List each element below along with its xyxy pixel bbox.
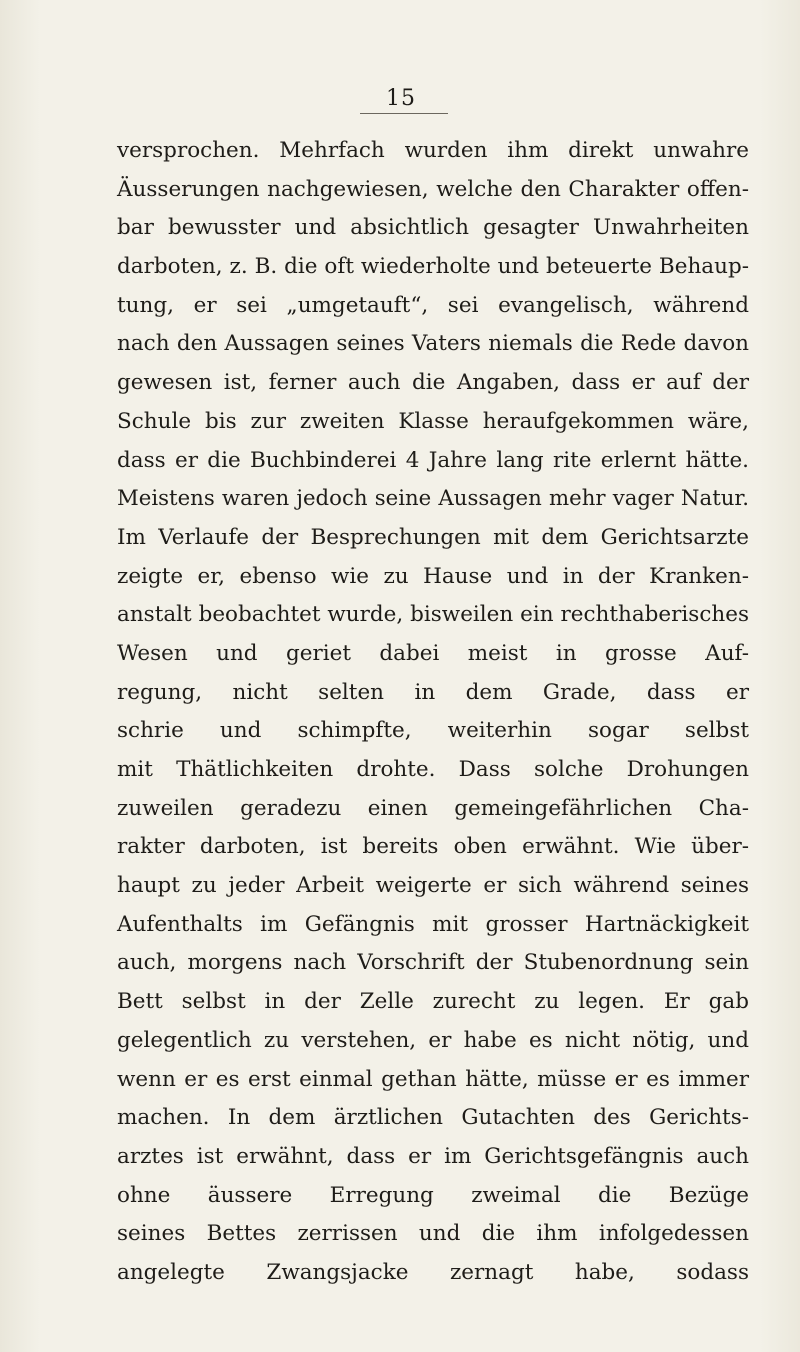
text-line: rakter darboten, ist bereits oben erwähnt. Wie über- (117, 834, 749, 860)
text-line: zeigte er, ebenso wie zu Hause und in der Kranken- (117, 563, 749, 589)
text-line: Bett selbst in der Zelle zurecht zu legen. Er gab (117, 989, 749, 1015)
page-number: 15 (386, 86, 416, 111)
text-line: tung, er sei „umgetauft“, sei evangelisch, während (117, 292, 749, 318)
text-line: arztes ist erwähnt, dass er im Gerichtsgefängnis auch (117, 1143, 749, 1169)
text-line: auch, morgens nach Vorschrift der Stubenordnung sein (117, 950, 749, 976)
text-line: Wesen und geriet dabei meist in grosse Auf- (117, 640, 749, 666)
text-line: Im Verlaufe der Besprechungen mit dem Gerichtsarzte (117, 524, 749, 550)
text-line: ohne äussere Erregung zweimal die Bezüge (117, 1182, 749, 1208)
text-line: Äusserungen nachgewiesen, welche den Charakter offen- (117, 176, 749, 202)
text-line: nach den Aussagen seines Vaters niemals die Rede davon (117, 331, 749, 357)
text-line: angelegte Zwangsjacke zernagt habe, sodass (117, 1259, 749, 1285)
text-line: mit Thätlichkeiten drohte. Dass solche Drohungen (117, 757, 749, 782)
text-line: dass er die Buchbinderei 4 Jahre lang rite erlernt hätte. (117, 447, 749, 473)
text-line: haupt zu jeder Arbeit weigerte er sich während seines (117, 873, 749, 899)
header-rule (360, 113, 448, 114)
text-line: zuweilen geradezu einen gemeingefährlichen Cha- (117, 795, 749, 821)
text-line: gelegentlich zu verstehen, er habe es nicht nötig, und (117, 1027, 749, 1053)
text-line: wenn er es erst einmal gethan hätte, müsse er es immer (117, 1066, 749, 1092)
text-line: versprochen. Mehrfach wurden ihm direkt unwahre (117, 138, 749, 163)
text-line: gewesen ist, ferner auch die Angaben, dass er auf der (117, 370, 749, 396)
text-line: machen. In dem ärztlichen Gutachten des Gerichts- (117, 1105, 749, 1131)
text-line: regung, nicht selten in dem Grade, dass er (117, 679, 749, 705)
text-line: anstalt beobachtet wurde, bisweilen ein rechthaberisches (117, 602, 749, 628)
text-line: darboten, z. B. die oft wiederholte und beteuerte Behaup- (117, 254, 749, 280)
text-line: Meistens waren jedoch seine Aussagen mehr vager Natur. (117, 486, 749, 512)
text-line: bar bewusster und absichtlich gesagter Unwahrheiten (117, 215, 749, 241)
text-line: Schule bis zur zweiten Klasse heraufgekommen wäre, (117, 408, 749, 434)
text-line: schrie und schimpfte, weiterhin sogar selbst (117, 718, 749, 744)
text-line: seines Bettes zerrissen und die ihm infolgedessen (117, 1221, 749, 1247)
text-line: Aufenthalts im Gefängnis mit grosser Hartnäckigkeit (117, 911, 749, 937)
body-text (117, 132, 749, 1293)
